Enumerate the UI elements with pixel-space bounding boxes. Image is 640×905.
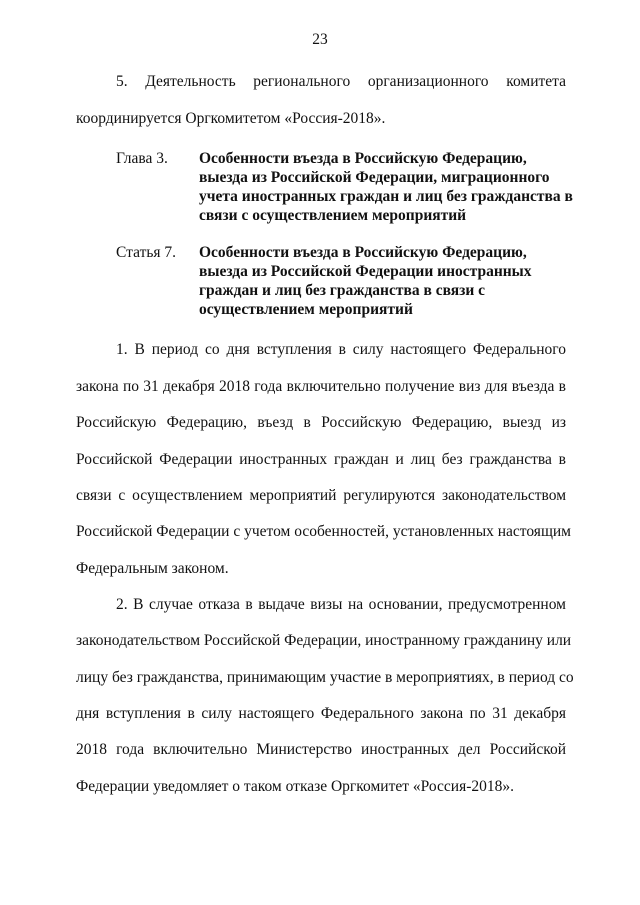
part-1-line-6: Российской Федерации с учетом особенностей, установленных настоящим — [76, 523, 571, 540]
part-2-line-6: Федерации уведомляет о таком отказе Оргкомитет «Россия-2018». — [76, 778, 514, 795]
chapter-label: Глава 3. — [116, 150, 168, 167]
part-1-line-2: закона по 31 декабря 2018 года включительно получение виз для въезда в — [76, 378, 566, 395]
paragraph-5-line-1: 5. Деятельность регионального организационного комитета — [116, 73, 566, 90]
article-title: Особенности въезда в Российскую Федерацию, выезда из Российской Федерации иностранных граждан и лиц без гражданства в связи с осуществлением мероприятий — [199, 244, 532, 318]
paragraph-5-line-2: координируется Оргкомитетом «Россия-2018». — [76, 110, 386, 127]
part-2-line-4: дня вступления в силу настоящего Федерального закона по 31 декабря — [76, 705, 566, 722]
part-1-line-5: связи с осуществлением мероприятий регулируются законодательством — [76, 487, 566, 504]
part-2-line-3: лицу без гражданства, принимающим участие в мероприятиях, в период со — [76, 669, 574, 686]
part-1-line-1: 1. В период со дня вступления в силу настоящего Федерального — [116, 341, 566, 358]
part-2-line-1: 2. В случае отказа в выдаче визы на основании, предусмотренном — [116, 596, 566, 613]
chapter-heading — [116, 149, 576, 225]
part-1-line-7: Федеральным законом. — [76, 560, 229, 577]
article-label: Статья 7. — [116, 244, 177, 261]
page-number: 23 — [312, 31, 328, 48]
part-1-line-4: Российской Федерации иностранных граждан и лиц без гражданства в — [76, 451, 566, 468]
part-1-line-3: Российскую Федерацию, въезд в Российскую Федерацию, выезд из — [76, 414, 566, 431]
article-heading — [116, 243, 576, 319]
part-2-line-5: 2018 года включительно Министерство иностранных дел Российской — [76, 741, 566, 758]
part-2-line-2: законодательством Российской Федерации, иностранному гражданину или — [76, 632, 572, 649]
chapter-title: Особенности въезда в Российскую Федерацию, выезда из Российской Федерации, миграционного учета иностранных граждан и лиц без гражданства в связи с осуществлением мероприятий — [199, 150, 573, 224]
